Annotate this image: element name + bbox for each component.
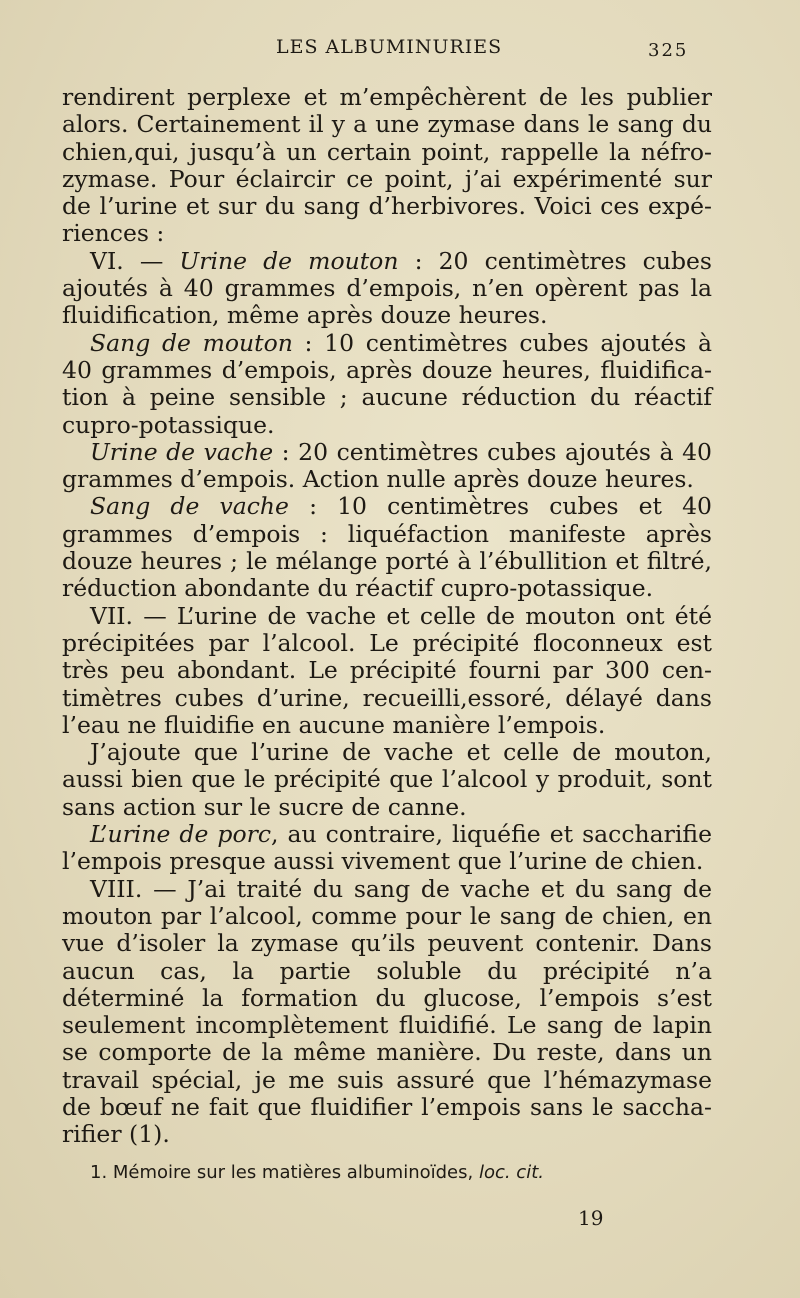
paragraph-4: [62, 439, 712, 494]
paragraph-text: : 20 centimètres cubes ajoutés à 40 grammes d’empois. Action nulle après douze heures.: [62, 437, 712, 494]
paragraph-7: J’ajoute que l’urine de vache et celle de mouton, aussi bien que le précipité que l’alcool y produit, sont sans action sur le sucre de canne.: [62, 738, 712, 821]
paragraph-8: [62, 821, 712, 876]
italic-heading: Sang de mouton: [90, 328, 293, 357]
paragraph-2: [62, 248, 712, 330]
paragraph-9: VIII. — J’ai traité du sang de vache et du sang de mouton par l’alcool, comme pour le sang de chien, en vue d’isoler la zymase qu’ils peuvent contenir. Dans aucun cas, la partie soluble du précipité n’a déterminé la formation du glucose, l’empois s’est seulement incomplètement fluidifié. Le sang de lapin se comporte de la même manière. Du reste, dans un travail spécial, je me suis assuré que l’hémazymase de bœuf ne fait que fluidifier l’empois sans le saccha-rifier (1).: [62, 874, 712, 1149]
paragraph-text: , au contraire, liquéfie et saccharifie l’empois presque aussi vivement que l’urine de chien.: [62, 820, 712, 876]
italic-heading: L’urine de porc: [90, 820, 271, 849]
page-number: 325: [648, 40, 689, 61]
footnote-italic: loc. cit.: [478, 1162, 544, 1183]
paragraph-text: : 20 centimètres cubes ajoutés à 40 grammes d’empois, n’en opèrent pas la fluidification, même après douze heures.: [62, 246, 712, 330]
page-header: [0, 34, 800, 64]
italic-heading: Urine de vache: [90, 437, 274, 466]
italic-heading: Urine de mouton: [179, 246, 399, 275]
paragraph-6: VII. — L’urine de vache et celle de mouton ont été précipitées par l’alcool. Le précipité floconneux est très peu abondant. Le précipité fourni par 300 cen-timètres cubes d’urine, recueilli,essoré, délayé dans l’eau ne fluidifie en aucune manière l’empois.: [62, 601, 712, 739]
footnote-text: 1. Mémoire sur les matières albuminoïdes,: [90, 1162, 479, 1183]
paragraph-1: rendirent perplexe et m’empêchèrent de les publier alors. Certainement il y a une zymase dans le sang du chien,qui, jusqu’à un certain point, rappelle la néfro-zymase. Pour éclaircir ce point, j’ai expérimenté sur de l’urine et sur du sang d’herbivores. Voici ces expé-riences :: [62, 83, 712, 248]
footnote: [90, 1162, 730, 1183]
body-text: [62, 84, 712, 1149]
paragraph-5: [62, 493, 712, 602]
paragraph-text: : 10 centimètres cubes et 40 grammes d’empois : liquéfaction manifeste après douze heures ; le mélange porté à l’ébullition et filtré, réduction abondante du réactif cupro-potassique.: [62, 492, 712, 603]
italic-heading: Sang de vache: [90, 492, 289, 521]
paragraph-3: [62, 330, 712, 439]
paragraph-text: : 10 centimètres cubes ajoutés à 40 grammes d’empois, après douze heures, fluidifica-tion à peine sensible ; aucune réduction du réactif cupro-potassique.: [62, 328, 712, 439]
section-number: VI. —: [90, 246, 180, 275]
signature-mark: 19: [578, 1206, 604, 1230]
running-title: LES ALBUMINURIES: [276, 36, 503, 58]
